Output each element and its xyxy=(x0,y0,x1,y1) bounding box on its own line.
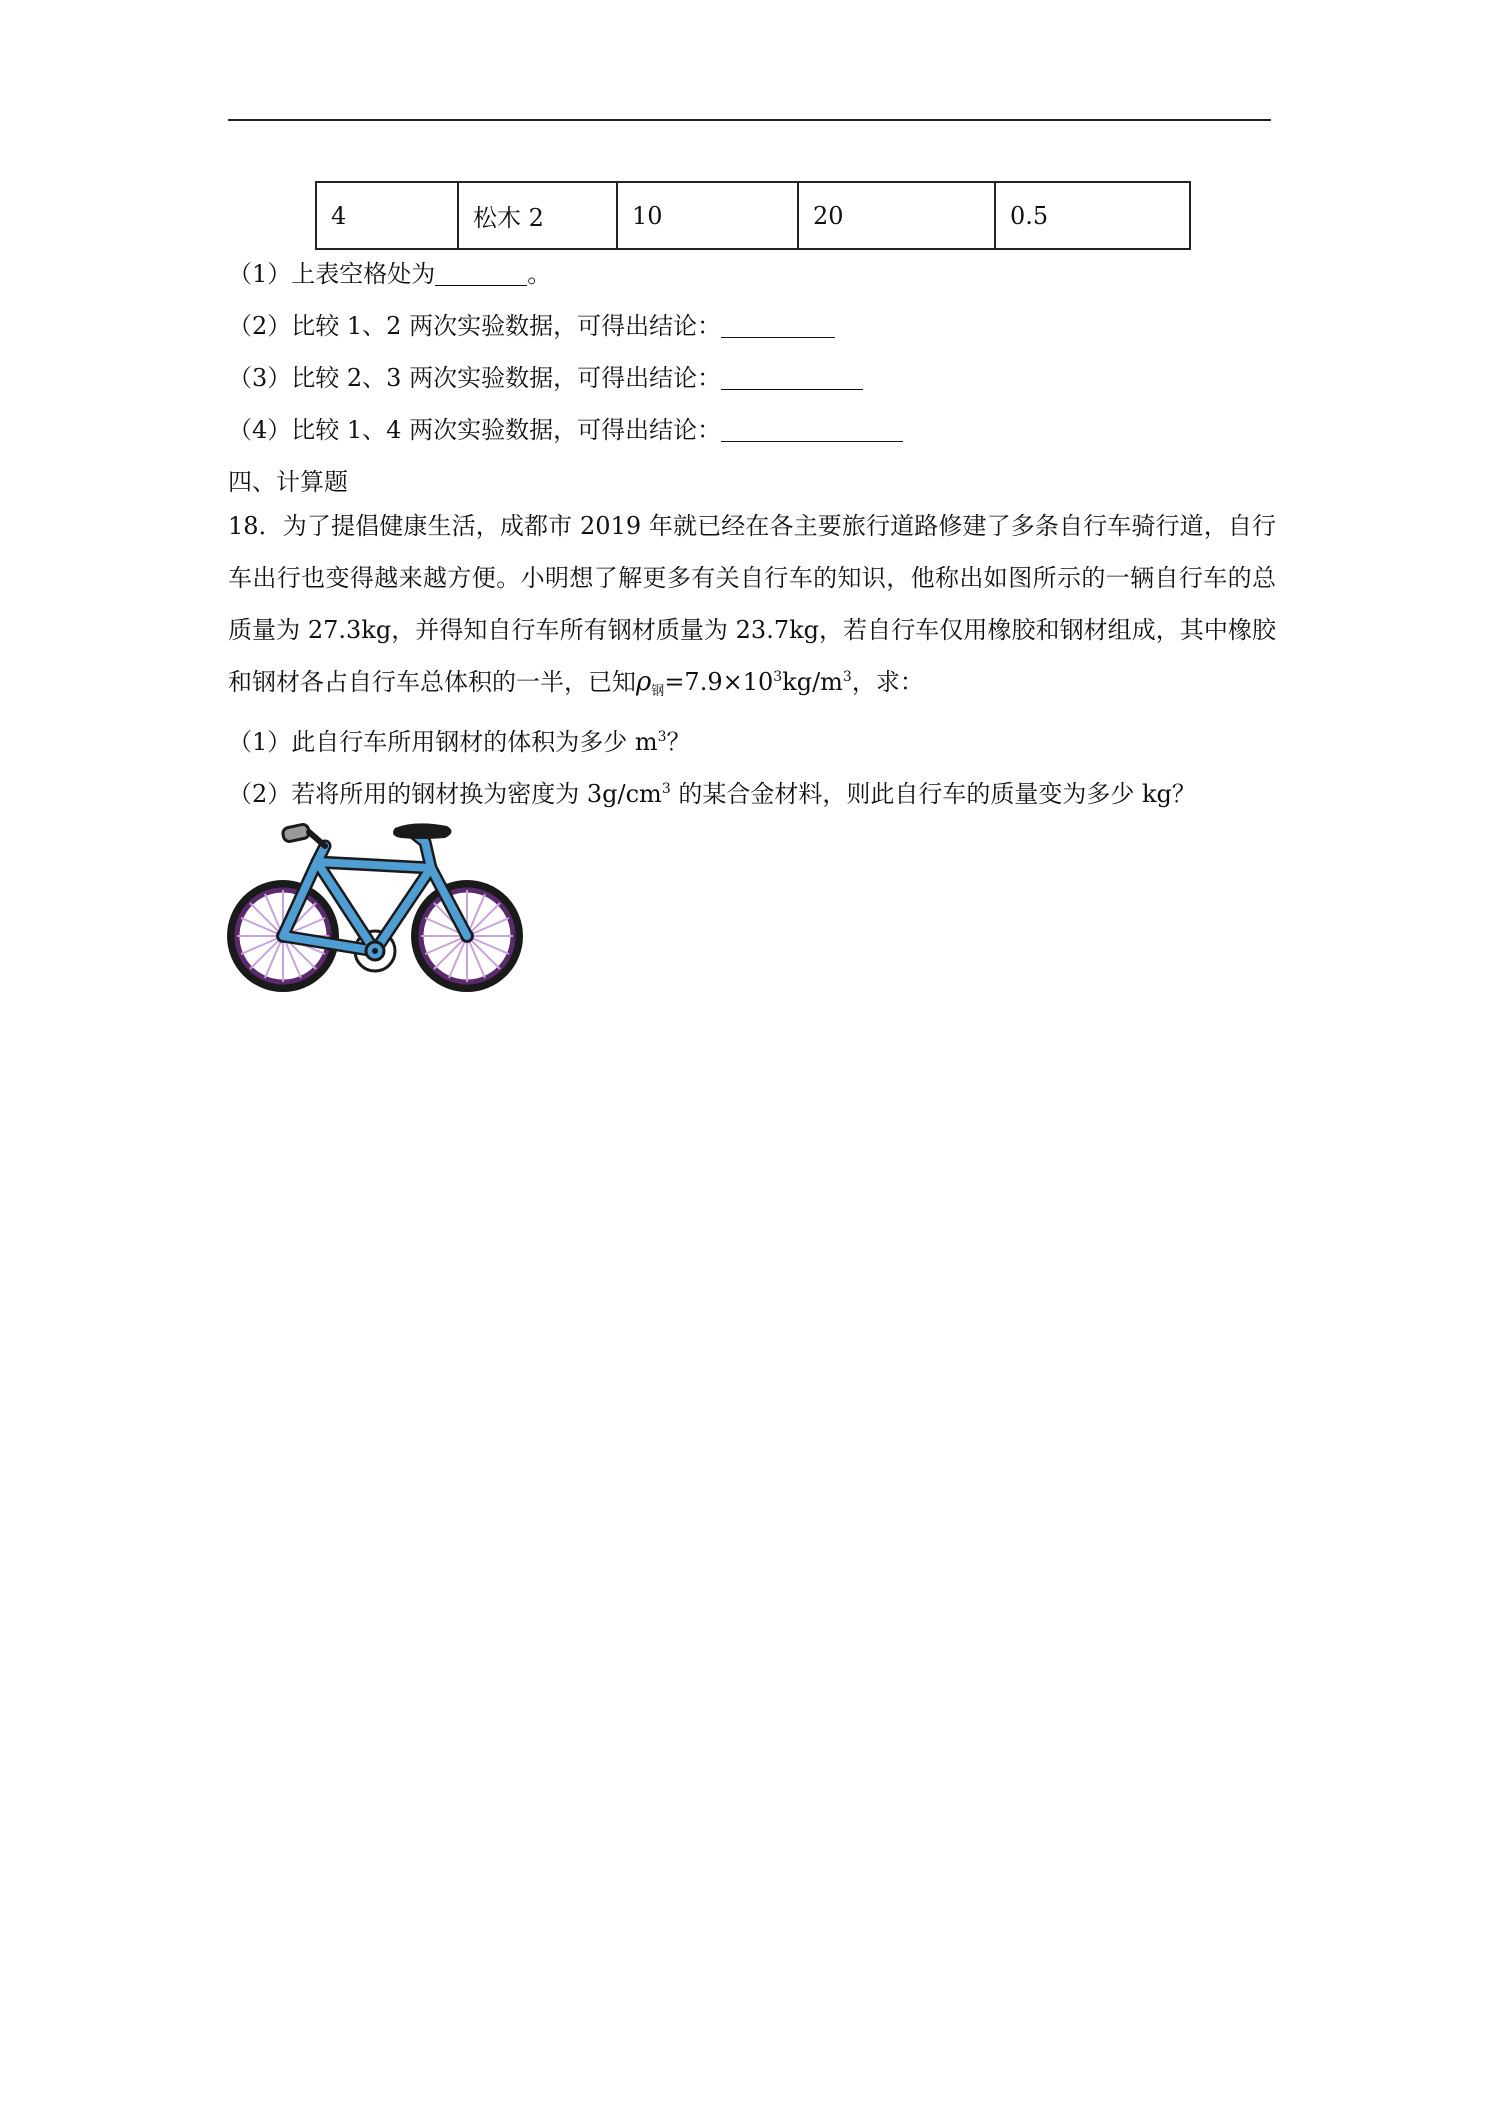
header-rule xyxy=(228,119,1271,121)
table-cell: 4 xyxy=(316,182,458,249)
question-18-2: （2）若将所用的钢材换为密度为 $3g/cm^3$ 的某合金材料，则此自行车的质量变为多少 kg？ xyxy=(228,780,1196,808)
question-17-3: （3）比较 2、3 两次实验数据，可得出结论： xyxy=(228,361,863,395)
question-18-1: （1）此自行车所用钢材的体积为多少 $m^3$？ xyxy=(228,728,691,756)
problem-18-text: 18．为了提倡健康生活，成都市 2019 年就已经在各主要旅行道路修建了多条自行车骑行道，自行车出行也变得越来越方便。小明想了解更多有关自行车的知识，他称出如图所示的一辆自行车的总质量为 27.3kg，并得知自行车所有钢材质量为 23.7kg，若自行车仅用橡胶和钢材组成，其中橡胶和钢材各占自行车总体积的一半，已知$\rho_钢=7.9\times 10^3kg/m^3$，求： xyxy=(228,512,1276,699)
answer-blank[interactable] xyxy=(721,417,903,442)
answer-blank[interactable] xyxy=(721,365,863,390)
rho-symbol: ρ xyxy=(636,667,652,697)
table-cell: 0.5 xyxy=(995,182,1190,249)
data-table xyxy=(315,181,1191,250)
question-17-1: （1）上表空格处为 。 xyxy=(228,260,552,288)
table-cell: 20 xyxy=(798,182,995,249)
question-17-2: （2）比较 1、2 两次实验数据，可得出结论： xyxy=(228,309,835,343)
bicycle-illustration xyxy=(225,816,525,996)
section-title: 四、计算题 xyxy=(228,468,348,496)
table-cell: 松木 2 xyxy=(458,182,617,249)
answer-blank[interactable] xyxy=(435,261,527,286)
handlebar xyxy=(282,823,325,846)
seat xyxy=(393,823,452,839)
table-cell: 10 xyxy=(617,182,798,249)
table-row xyxy=(316,182,1190,249)
answer-blank[interactable] xyxy=(721,313,835,338)
question-17-4: （4）比较 1、4 两次实验数据，可得出结论： xyxy=(228,413,903,447)
